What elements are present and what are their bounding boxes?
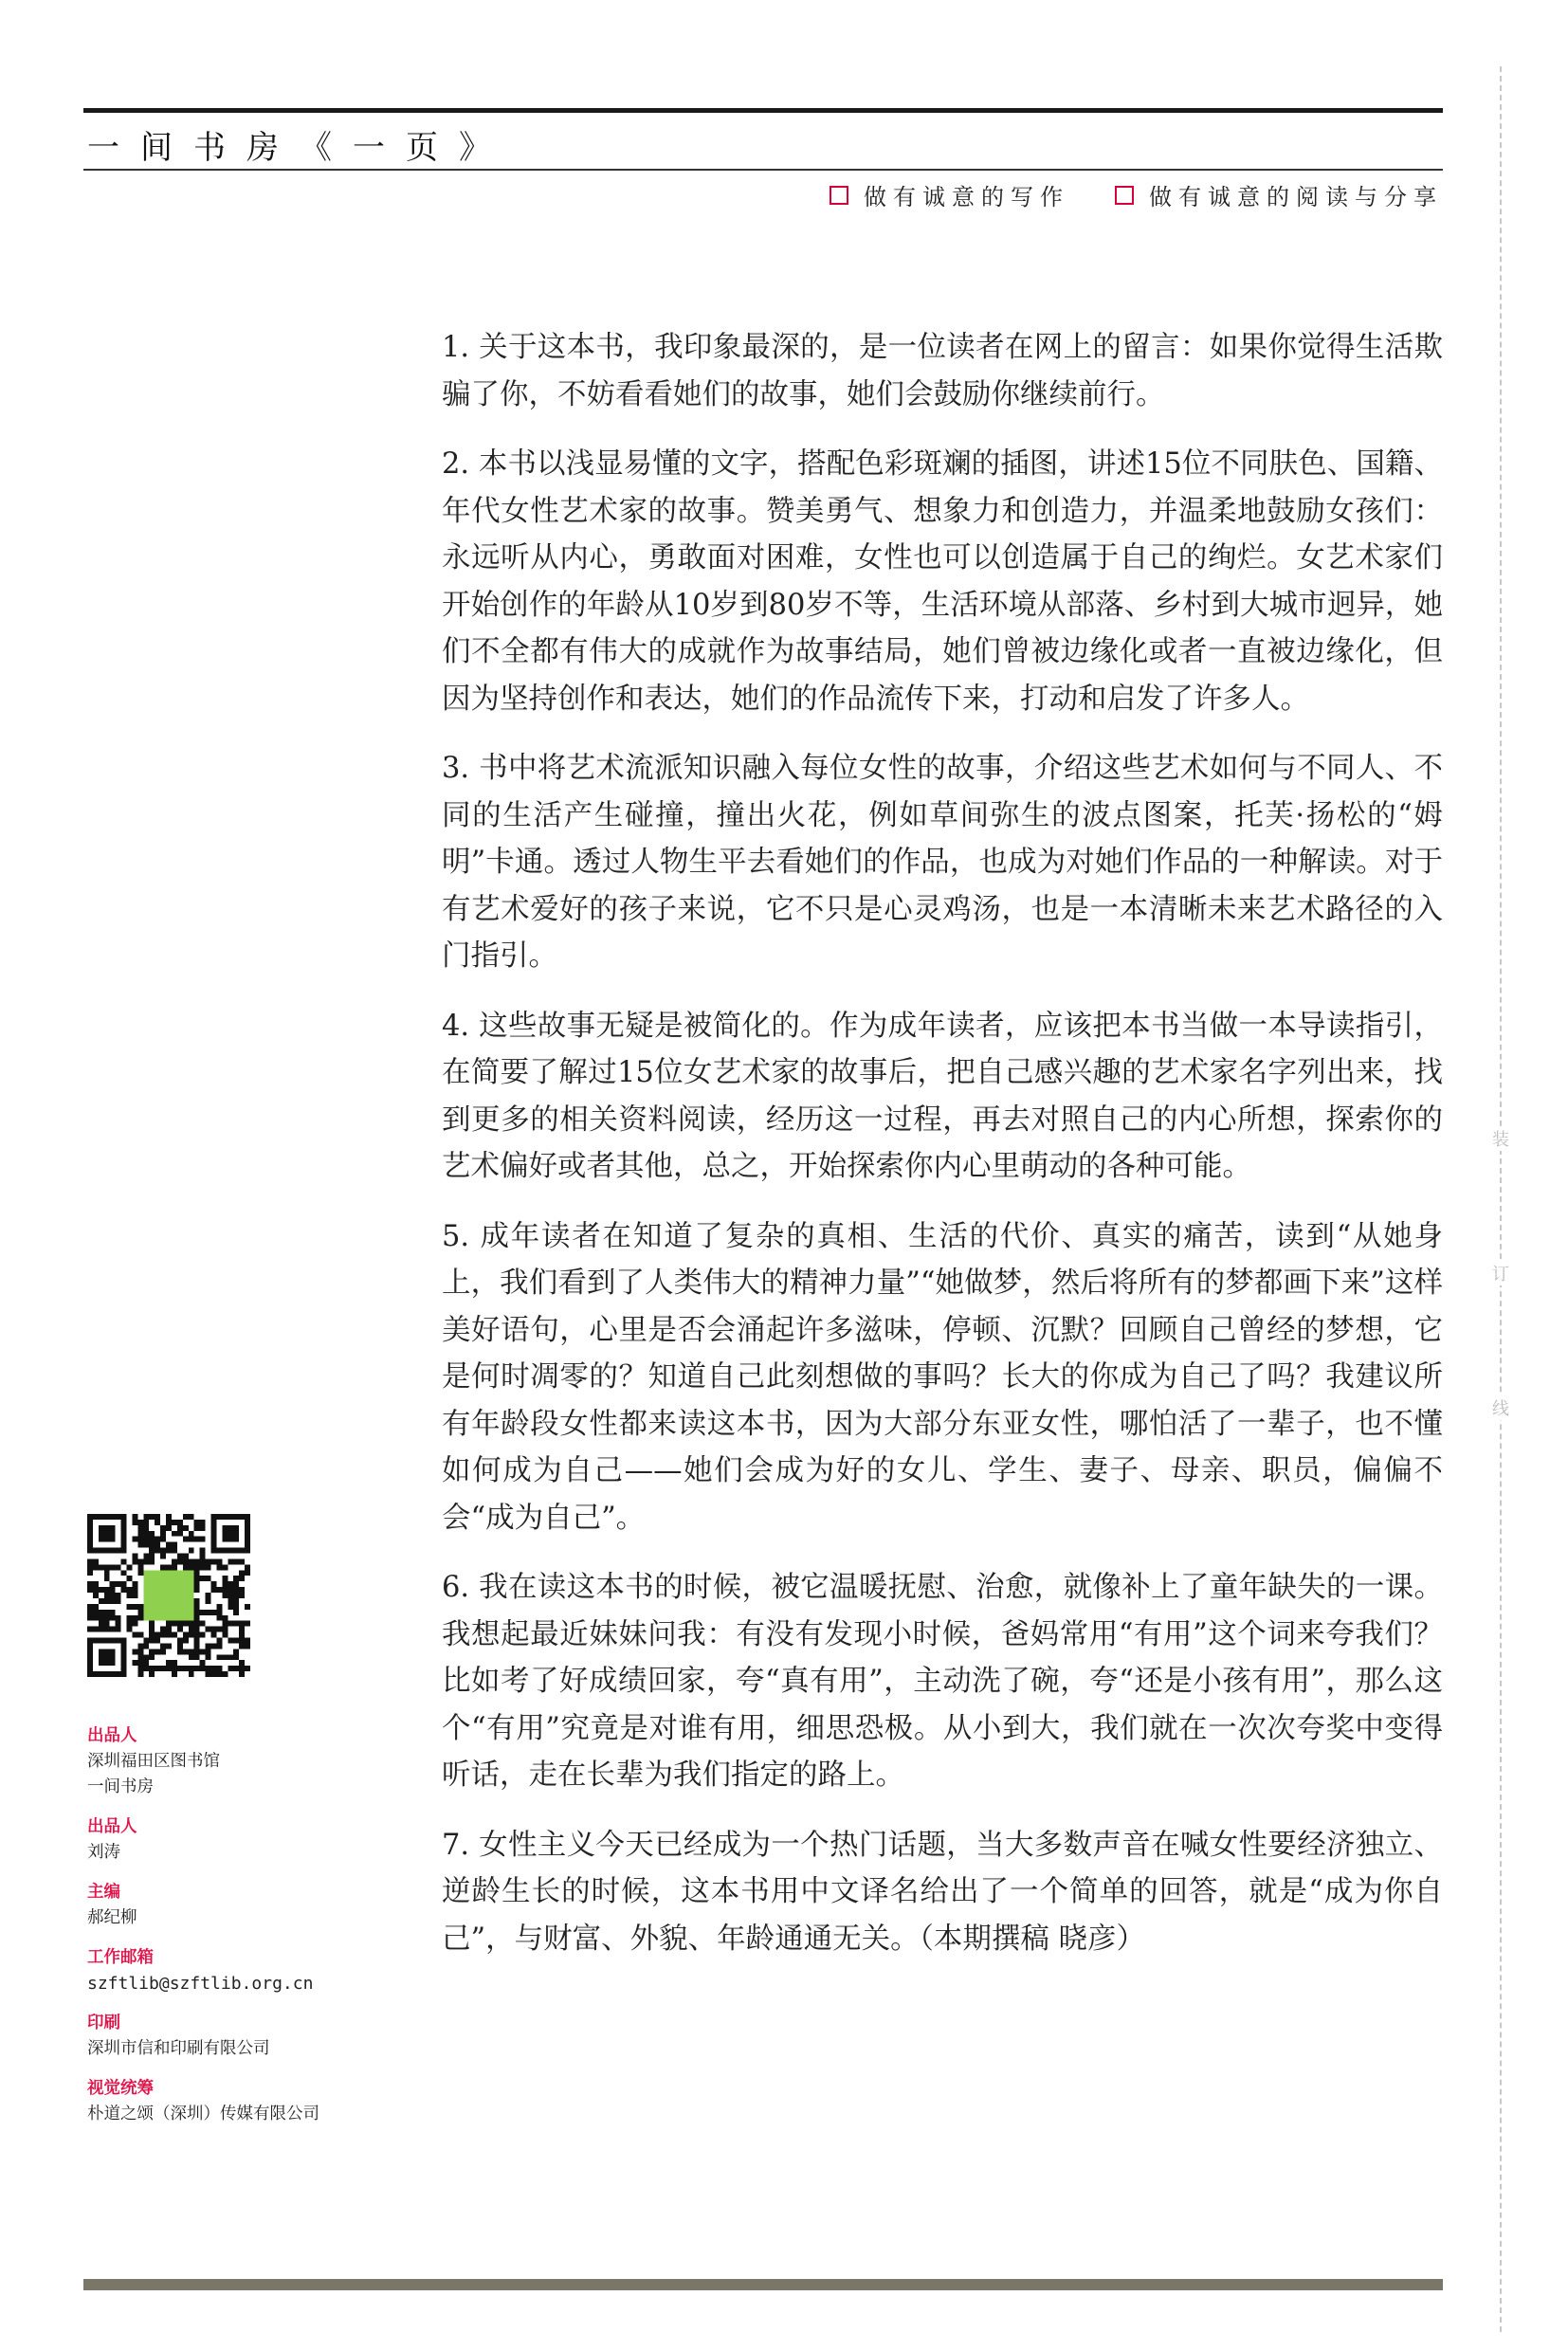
paragraph: 1. 关于这本书，我印象最深的，是一位读者在网上的留言：如果你觉得生活欺骗了你，不妨看看她们的故事，她们会鼓励你继续前行。 [442,331,1443,411]
tagline-writing [830,178,1069,211]
paragraph: 2. 本书以浅显易懂的文字，搭配色彩斑斓的插图，讲述15位不同肤色、国籍、年代女性艺术家的故事。赞美勇气、想象力和创造力，并温柔地鼓励女孩们：永远听从内心，勇敢面对困难，女性也可以创造属于自己的绚烂。女艺术家们开始创作的年龄从10岁到80岁不等，生活环境从部落、乡村到大城市迥异，她们不全都有伟大的成就作为故事结局，她们曾被边缘化或者一直被边缘化，但因为坚持创作和表达，她们的作品流传下来，打动和启发了许多人。 [442,447,1443,716]
credit-publisher [87,1723,400,1800]
email-value: szftlib@szftlib.org.cn [87,1974,314,1994]
footer-bar [83,2279,1443,2290]
binding-mark: 线 [1489,1395,1512,1420]
masthead-title: 一间书房《一页》 [87,129,512,167]
credit-visual [87,2076,400,2127]
credit-editor [87,1880,400,1931]
credit-value: 刘涛 [87,1843,120,1862]
credit-producer [87,1814,400,1866]
paragraph: 6. 我在读这本书的时候，被它温暖抚慰、治愈，就像补上了童年缺失的一课。我想起最近妹妹问我：有没有发现小时候，爸妈常用“有用”这个词来夸我们？比如考了好成绩回家，夸“真有用”，主动洗了碗，夸“还是小孩有用”，那么这个“有用”究竟是对谁有用，细思恐极。从小到大，我们就在一次次夸奖中变得听话，走在长辈为我们指定的路上。 [442,1571,1443,1792]
credit-label: 视觉统筹 [87,2079,154,2098]
top-rule [83,108,1443,113]
credit-label: 出品人 [87,1726,137,1745]
tagline-bar [830,178,1443,211]
paragraph: 4. 这些故事无疑是被简化的。作为成年读者，应该把本书当做一本导读指引，在简要了解过15位女艺术家的故事后，把自己感兴趣的艺术家名字列出来，找到更多的相关资料阅读，经历这一过程，再去对照自己的内心所想，探索你的艺术偏好或者其他，总之，开始探索你内心里萌动的各种可能。 [442,1009,1443,1183]
paragraph: 7. 女性主义今天已经成为一个热门话题，当大多数声音在喊女性要经济独立、逆龄生长的时候，这本书用中文译名给出了一个简单的回答，就是“成为你自己”，与财富、外貌、年龄通通无关。（本期撰稿 晓彦） [442,1828,1443,1956]
credits-panel [87,1723,400,2141]
checkbox-icon [830,186,848,205]
header-divider [83,169,1443,171]
binding-mark: 订 [1489,1261,1512,1285]
qr-code-icon [87,1514,250,1677]
tagline-text: 做有诚意的写作 [864,184,1069,210]
qr-center-logo [143,1570,193,1620]
credit-value: 朴道之颂（深圳）传媒有限公司 [87,2105,319,2123]
credit-value: 深圳市信和印刷有限公司 [87,2039,270,2058]
paragraph: 5. 成年读者在知道了复杂的真相、生活的代价、真实的痛苦，读到“从她身上，我们看到了人类伟大的精神力量”“她做梦，然后将所有的梦都画下来”这样美好语句，心里是否会涌起许多滋味，停顿、沉默？回顾自己曾经的梦想，它是何时凋零的？知道自己此刻想做的事吗？长大的你成为自己了吗？我建议所有年龄段女性都来读这本书，因为大部分东亚女性，哪怕活了一辈子，也不懂如何成为自己——她们会成为好的女儿、学生、妻子、母亲、职员，偏偏不会“成为自己”。 [442,1219,1443,1535]
tagline-reading [1115,178,1443,211]
credit-printer [87,2011,400,2062]
binding-line [1500,66,1502,2332]
credit-value: 深圳福田区图书馆 [87,1752,220,1771]
binding-mark: 装 [1489,1126,1512,1151]
credit-label: 工作邮箱 [87,1948,154,1967]
article-body [442,324,1443,1985]
credit-email [87,1945,400,1996]
credit-label: 印刷 [87,2014,120,2032]
tagline-text: 做有诚意的阅读与分享 [1149,184,1443,210]
credit-label: 出品人 [87,1817,137,1836]
paragraph: 3. 书中将艺术流派知识融入每位女性的故事，介绍这些艺术如何与不同人、不同的生活产生碰撞，撞出火花，例如草间弥生的波点图案，托芙·扬松的“姆明”卡通。透过人物生平去看她们的作品，也成为对她们作品的一种解读。对于有艺术爱好的孩子来说，它不只是心灵鸡汤，也是一本清晰未来艺术路径的入门指引。 [442,752,1443,973]
credit-value: 一间书房 [87,1777,154,1796]
checkbox-icon [1115,186,1134,205]
credit-value: 郝纪柳 [87,1908,137,1927]
credit-label: 主编 [87,1883,120,1902]
